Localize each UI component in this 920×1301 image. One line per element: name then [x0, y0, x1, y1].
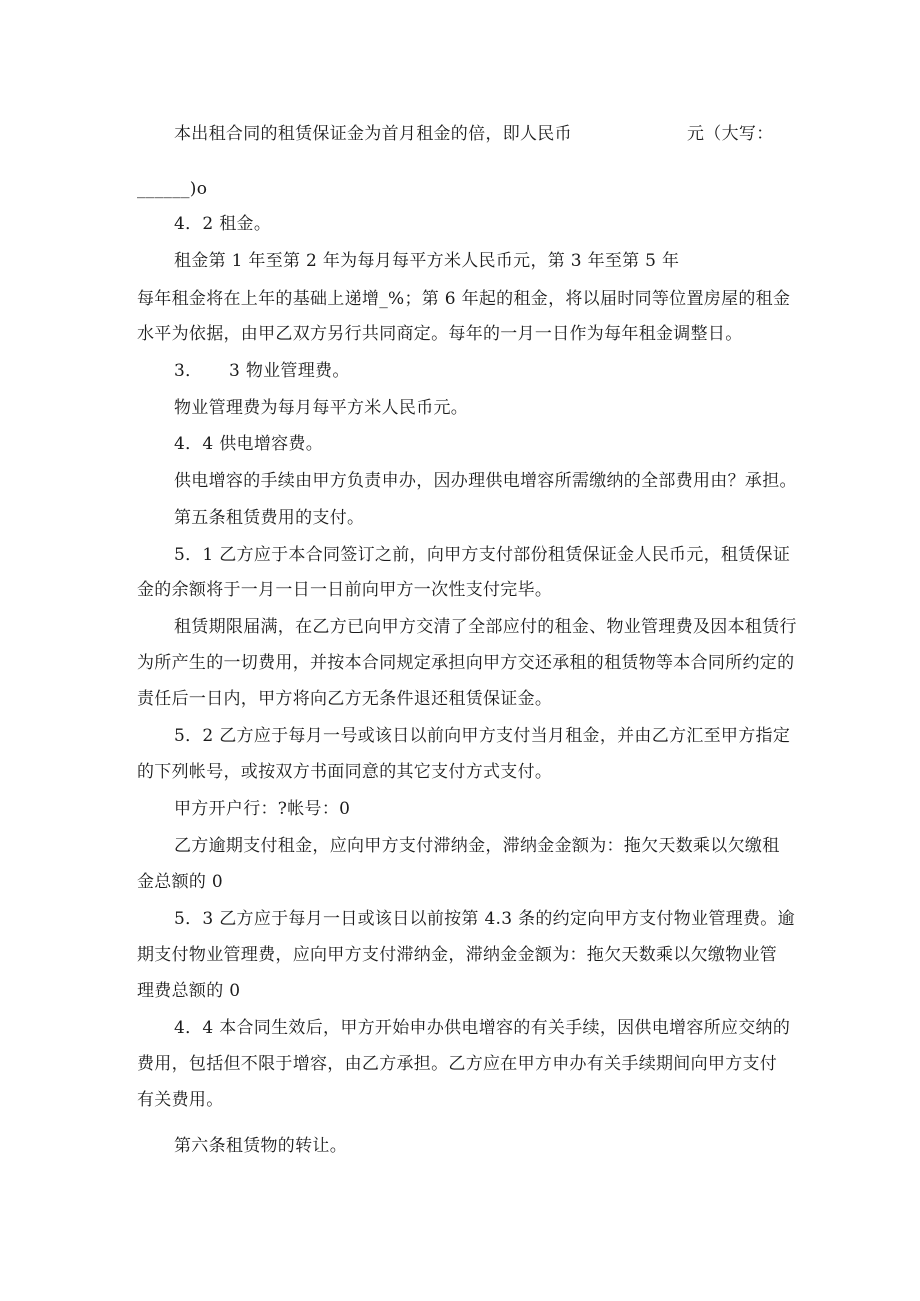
paragraph-line: 金总额的 0 [137, 872, 224, 892]
paragraph-line: 租金第 1 年至第 2 年为每月每平方米人民币元，第 3 年至第 5 年 [174, 251, 680, 271]
paragraph-line: 甲方开户行：?帐号：0 [174, 799, 351, 819]
paragraph-line: 水平为依据，由甲乙双方另行共同商定。每年的一月一日作为每年租金调整日。 [137, 324, 743, 344]
article-heading: 第五条租赁费用的支付。 [174, 508, 365, 528]
paragraph-line: 责任后一日内，甲方将向乙方无条件退还租赁保证金。 [137, 689, 553, 709]
paragraph-line: 5．2 乙方应于每月一号或该日以前向甲方支付当月租金，并由乙方汇至甲方指定 [174, 726, 791, 746]
article-heading: 第六条租赁物的转让。 [174, 1136, 347, 1156]
paragraph-line: 金的余额将于一月一日一日前向甲方一次性支付完毕。 [137, 580, 553, 600]
paragraph-line: 5．3 乙方应于每月一日或该日以前按第 4.3 条的约定向甲方支付物业管理费。逾 [174, 909, 795, 929]
paragraph-line: 物业管理费为每月每平方米人民币元。 [174, 398, 469, 418]
paragraph-line: 租赁期限届满，在乙方已向甲方交清了全部应付的租金、物业管理费及因本租赁行 [174, 617, 797, 637]
paragraph-line: 理费总额的 0 [137, 981, 241, 1001]
paragraph-line: 费用，包括但不限于增容，由乙方承担。乙方应在甲方申办有关手续期间向甲方支付 [137, 1054, 778, 1074]
paragraph-line: 每年租金将在上年的基础上递增_%；第 6 年起的租金，将以届时同等位置房屋的租金 [137, 289, 791, 309]
paragraph-line: 有关费用。 [137, 1090, 224, 1110]
paragraph-line: 5．1 乙方应于本合同签订之前，向甲方支付部份租赁保证金人民币元，租赁保证 [174, 545, 791, 565]
section-heading: 3 物业管理费。 [229, 361, 350, 381]
section-heading: 4．4 供电增容费。 [174, 434, 324, 454]
paragraph-line: 元（大写： [687, 124, 774, 144]
paragraph-line: 本出租合同的租赁保证金为首月租金的倍，即人民币 [174, 124, 572, 144]
paragraph-line: 的下列帐号，或按双方书面同意的其它支付方式支付。 [137, 762, 553, 782]
section-heading: 4．2 租金。 [174, 214, 272, 234]
paragraph-line: 供电增容的手续由甲方负责申办，因办理供电增容所需缴纳的全部费用由？承担。 [174, 471, 797, 491]
section-number: 3． [174, 361, 203, 381]
paragraph-line: 4．4 本合同生效后，甲方开始申办供电增容的有关手续，因供电增容所应交纳的 [174, 1018, 791, 1038]
paragraph-line: 期支付物业管理费，应向甲方支付滞纳金，滞纳金金额为：拖欠天数乘以欠缴物业管 [137, 945, 778, 965]
paragraph-line: ______)o [137, 179, 208, 199]
paragraph-line: 为所产生的一切费用，并按本合同规定承担向甲方交还承租的租赁物等本合同所约定的 [137, 653, 795, 673]
paragraph-line: 乙方逾期支付租金，应向甲方支付滞纳金，滞纳金金额为：拖欠天数乘以欠缴租 [174, 836, 780, 856]
